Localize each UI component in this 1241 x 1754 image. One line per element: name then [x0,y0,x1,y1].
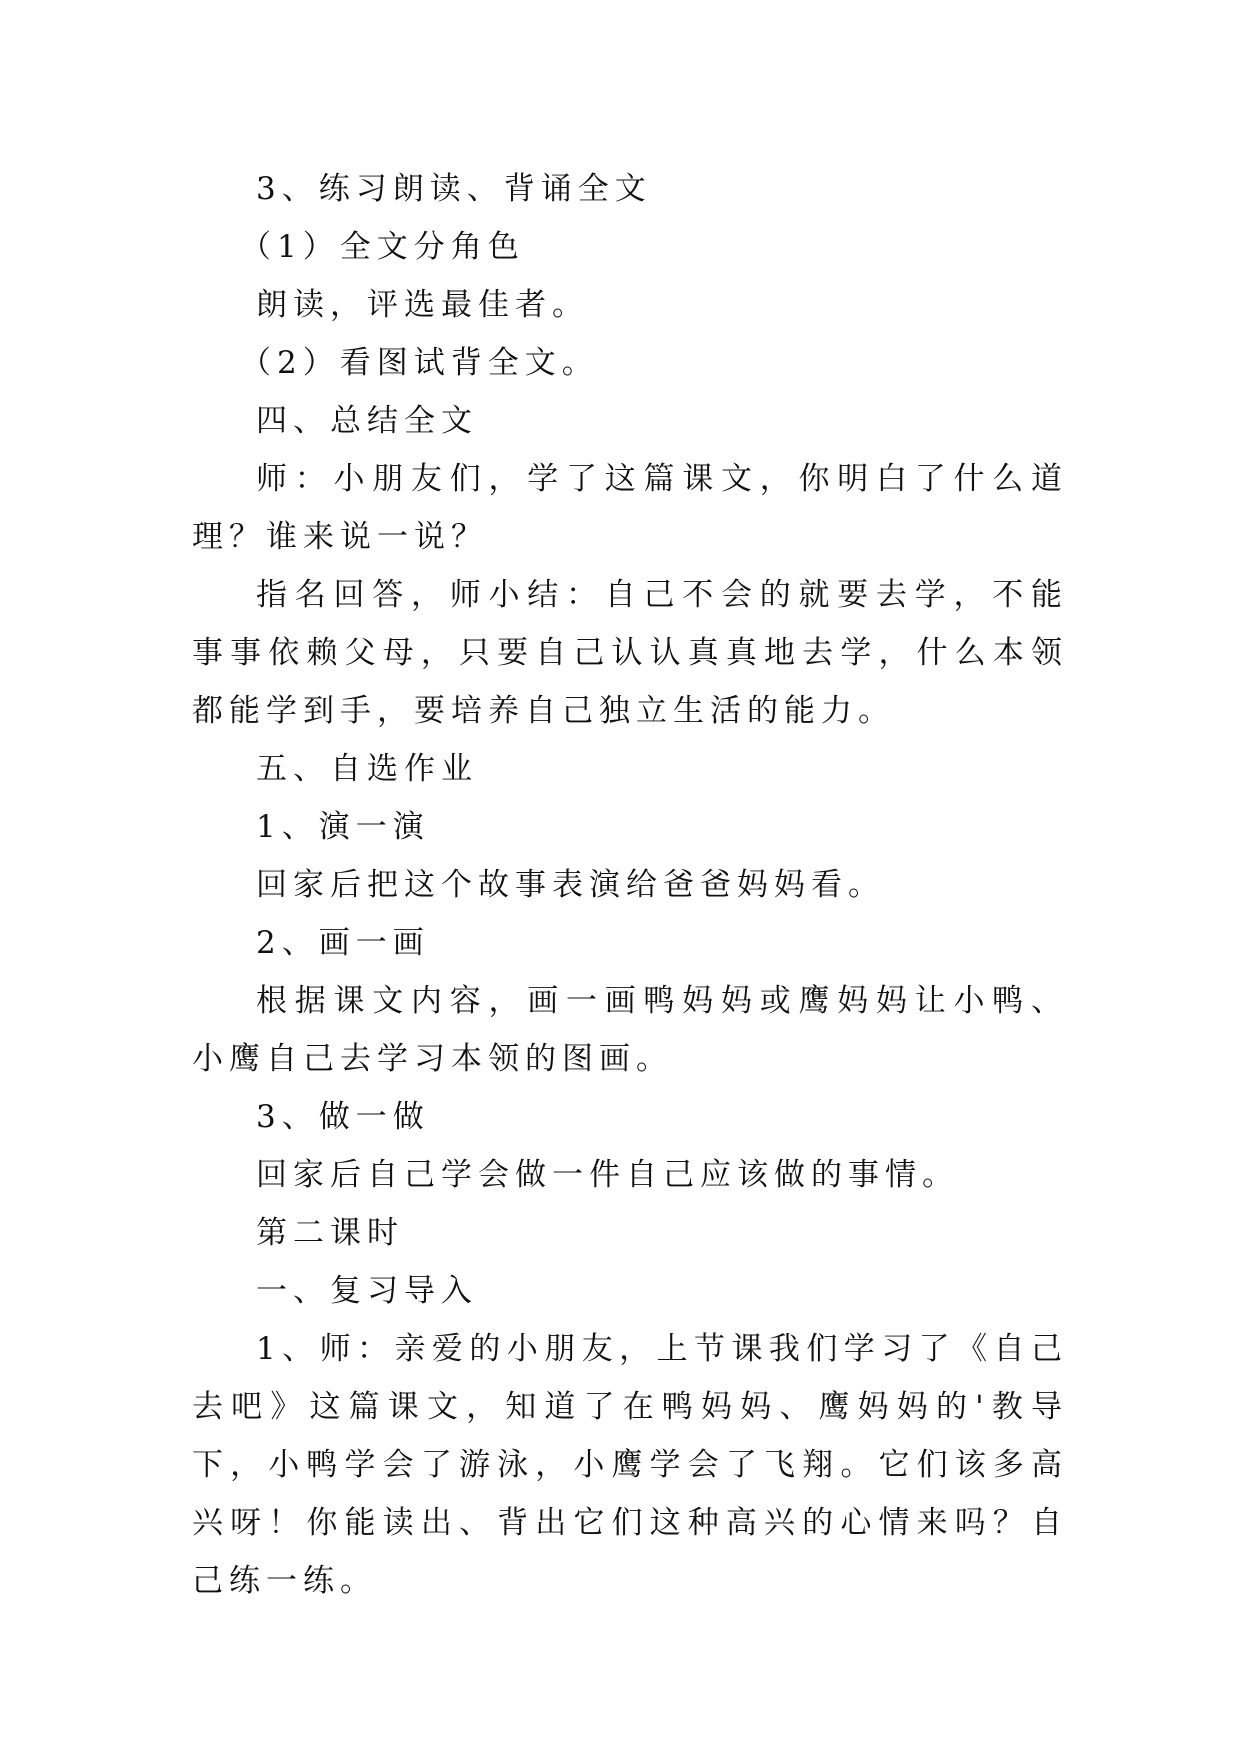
heading-homework: 五、自选作业 [256,751,478,787]
homework-do-detail: 回家后自己学会做一件自己应该做的事情。 [256,1157,959,1193]
homework-item-act: 1、演一演 [256,809,430,845]
homework-item-do: 3、做一做 [256,1099,430,1135]
homework-act-detail: 回家后把这个故事表演给爸爸妈妈看。 [256,867,885,903]
heading-second-lesson: 第二课时 [256,1215,404,1251]
paragraph-teacher-question: 师：小朋友们，学了这篇课文，你明白了什么道理？谁来说一说？ [192,461,1068,555]
document-body [192,160,1068,1610]
homework-draw-detail: 根据课文内容，画一画鸭妈妈或鹰妈妈让小鸭、小鹰自己去学习本领的图画。 [192,983,1068,1077]
paragraph-select-best: 朗读，评选最佳者。 [256,287,589,323]
paragraph-recite-with-pictures: （2）看图试背全文。 [240,345,599,381]
paragraph-role-reading: （1）全文分角色 [240,229,525,265]
heading-summary: 四、总结全文 [256,403,478,439]
paragraph-practice-reading: 3、练习朗读、背诵全文 [256,171,652,207]
heading-review-intro: 一、复习导入 [256,1273,478,1309]
paragraph-review-teacher: 1、师：亲爱的小朋友，上节课我们学习了《自己去吧》这篇课文，知道了在鸭妈妈、鹰妈妈的'教导下，小鸭学会了游泳，小鹰学会了飞翔。它们该多高兴呀！你能读出、背出它们这种高兴的心情来吗？自己练一练。 [192,1331,1068,1599]
homework-item-draw: 2、画一画 [256,925,430,961]
paragraph-teacher-summary: 指名回答，师小结：自己不会的就要去学，不能事事依赖父母，只要自己认认真真地去学，什么本领都能学到手，要培养自己独立生活的能力。 [192,577,1068,729]
